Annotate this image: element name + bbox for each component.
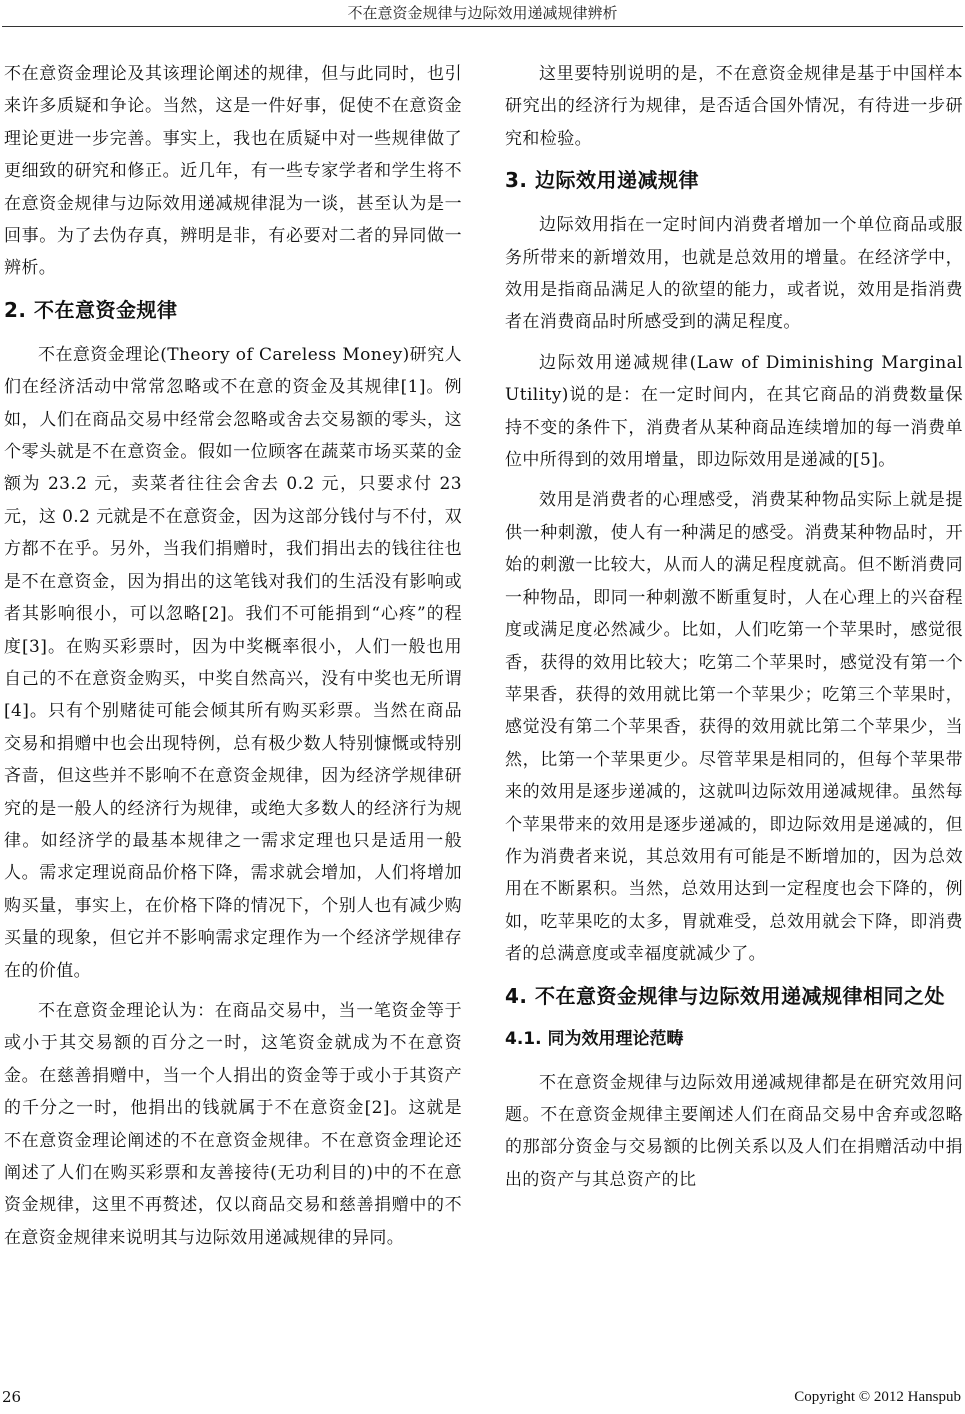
subsection-4-1-paragraph-1: 不在意资金规律与边际效用递减规律都是在研究效用问题。不在意资金规律主要阐述人们在商品交易中舍弃或忽略的那部分资金与交易额的比例关系以及人们在捐赠活动中捐出的资产与其总资产的比 [505, 1072, 963, 1190]
section-2-heading: 2. 不在意资金规律 [4, 297, 178, 322]
section-3-paragraph-3: 效用是消费者的心理感受，消费某种物品实际上就是提供一种刺激，使人有一种满足的感受。消费某种物品时，开始的刺激一比较大，从而人的满足程度就高。但不断消费同一种物品，即同一种刺激不断重复时，人在心理上的兴奋程度或满足度必然减少。比如，人们吃第一个苹果时，感觉很香，获得的效用比较大；吃第二个苹果时，感觉没有第一个苹果香，获得的效用就比第一个苹果少；吃第三个苹果时，感觉没有第二个苹果香，获得的效用就比第二个苹果少，当然，比第一个苹果更少。尽管苹果是相同的，但每个苹果带来的效用是逐步递减的，这就叫边际效用递减规律。虽然每个苹果带来的效用是逐步递减的，即边际效用是递减的，但作为消费者来说，其总效用有可能是不断增加的，因为总效用在不断累积。当然，总效用达到一定程度也会下降的，例如，吃苹果吃的太多，胃就难受，总效用就会下降，即消费者的总满意度或幸福度就减少了。 [505, 490, 963, 965]
section-3-heading: 3. 边际效用递减规律 [505, 168, 699, 193]
section-4-heading: 4. 不在意资金规律与边际效用递减规律相同之处 [505, 983, 945, 1008]
section-3-paragraph-1: 边际效用指在一定时间内消费者增加一个单位商品或服务所带来的新增效用，也就是总效用的增量。在经济学中，效用是指商品满足人的欲望的能力，或者说，效用是指消费者在消费商品时所感受到的满足程度。 [505, 215, 963, 333]
header-divider [2, 26, 963, 27]
copyright-notice: Copyright © 2012 Hanspub [794, 1389, 961, 1405]
running-header-title: 不在意资金规律与边际效用递减规律辨析 [347, 4, 618, 22]
right-column [505, 58, 963, 1204]
left-column [4, 58, 462, 1262]
subsection-4-1-heading: 4.1. 同为效用理论范畴 [505, 1028, 684, 1049]
section-3-paragraph-2: 边际效用递减规律(Law of Diminishing Marginal Utility)说的是：在一定时间内，在其它商品的消费数量保持不变的条件下，消费者从某种商品连续增加的每一消费单位中所得到的效用增量，即边际效用是递减的[5]。 [505, 352, 963, 471]
section-2-paragraph-2: 不在意资金理论认为：在商品交易中，当一笔资金等于或小于其交易额的百分之一时，这笔资金就成为不在意资金。在慈善捐赠中，当一个人捐出的资金等于或小于其资产的千分之一时，他捐出的钱就属于不在意资金[2]。这就是不在意资金理论阐述的不在意资金规律。不在意资金理论还阐述了人们在购买彩票和友善接待(无功利目的)中的不在意资金规律，这里不再赘述，仅以商品交易和慈善捐赠中的不在意资金规律来说明其与边际效用递减规律的异同。 [4, 1000, 462, 1248]
page-number: 26 [2, 1388, 22, 1406]
intro-paragraph-continued: 不在意资金理论及其该理论阐述的规律，但与此同时，也引来许多质疑和争论。当然，这是一件好事，促使不在意资金理论更进一步完善。事实上，我也在质疑中对一些规律做了更细致的研究和修正。近几年，有一些专家学者和学生将不在意资金规律与边际效用递减规律混为一谈，甚至认为是一回事。为了去伪存真，辨明是非，有必要对二者的异同做一辨析。 [4, 64, 462, 279]
section-2-paragraph-3: 这里要特别说明的是，不在意资金规律是基于中国样本研究出的经济行为规律，是否适合国外情况，有待进一步研究和检验。 [505, 64, 963, 149]
section-2-paragraph-1: 不在意资金理论(Theory of Careless Money)研究人们在经济活动中常常忽略或不在意的资金及其规律[1]。例如，人们在商品交易中经常会忽略或舍去交易额的零头，这个零头就是不在意资金。假如一位顾客在蔬菜市场买菜的金额为 23.2 元，卖菜者往往会舍去 0.2 元，只要求付 23 元，这 0.2 元就是不在意资金，因为这部分钱付与不付，双方都不在乎。另外，当我们捐赠时，我们捐出去的钱往往也是不在意资金，因为捐出的这笔钱对我们的生活没有影响或者其影响很小，可以忽略[2]。我们不可能捐到“心疼”的程度[3]。在购买彩票时，因为中奖概率很小，人们一般也用自己的不在意资金购买，中奖自然高兴，没有中奖也无所谓[4]。只有个别赌徒可能会倾其所有购买彩票。当然在商品交易和捐赠中也会出现特例，总有极少数人特别慷慨或特别吝啬，但这些并不影响不在意资金规律，因为经济学规律研究的是一般人的经济行为规律，或绝大多数人的经济行为规律。如经济学的最基本规律之一需求定理也只是适用一般人。需求定理说商品价格下降，需求就会增加，人们将增加购买量，事实上，在价格下降的情况下，个别人也有减少购买量的现象，但它并不影响需求定理作为一个经济学规律存在的价值。 [4, 344, 462, 981]
